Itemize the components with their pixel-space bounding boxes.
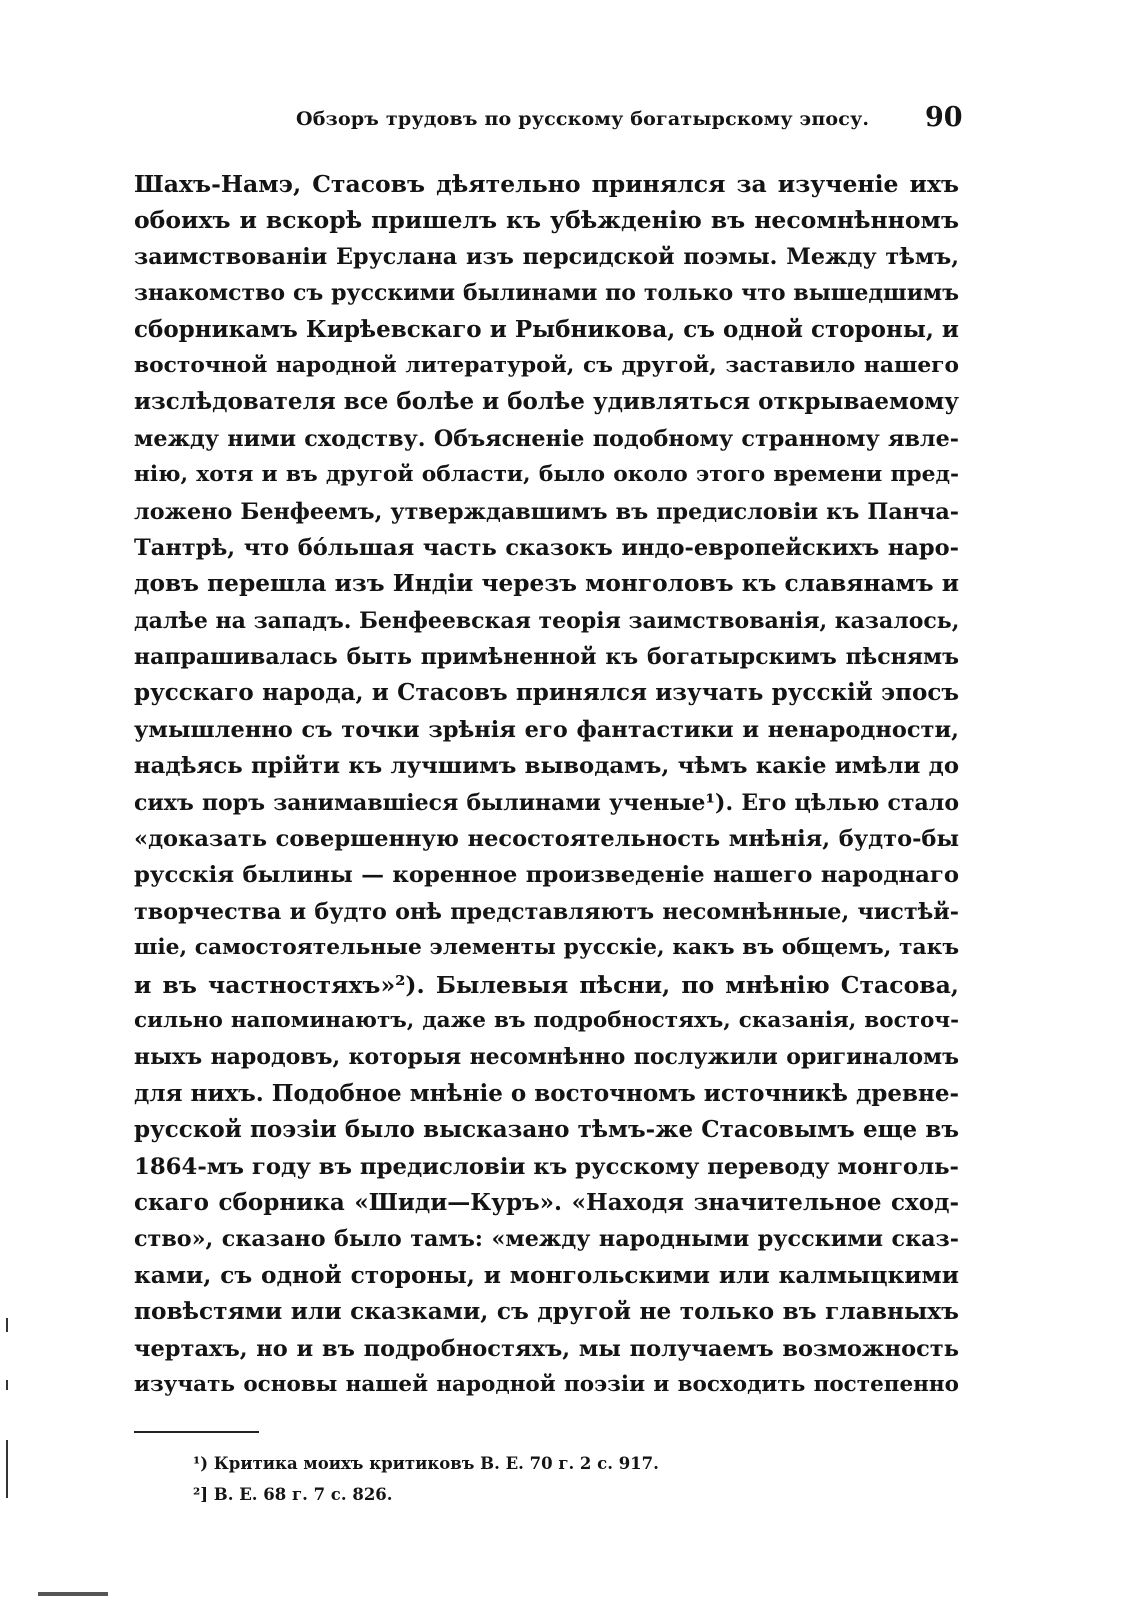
text-line: сильно напоминаютъ, даже въ подробностяхъ, сказанія, восточ- — [134, 1007, 959, 1033]
text-line: ныхъ народовъ, которыя несомнѣнно послужили оригиналомъ — [134, 1044, 959, 1071]
text-line: надѣясь прійти къ лучшимъ выводамъ, чѣмъ какіе имѣли до — [134, 753, 959, 780]
text-line: русскаго народа, и Стасовъ принялся изучать русскій эпосъ — [134, 679, 959, 707]
text-line: изслѣдователя все болѣе и болѣе удивляться открываемому — [134, 388, 959, 416]
body-text — [134, 166, 959, 1403]
running-title: Обзоръ трудовъ по русскому богатырскому эпосу. — [296, 108, 870, 130]
text-line: творчества и будто онѣ представляютъ несомнѣнные, чистѣй- — [134, 898, 959, 925]
text-line: Тантрѣ, что бóльшая часть сказокъ индо-европейскихъ наро- — [134, 534, 959, 561]
text-line: Шахъ-Намэ, Стасовъ дѣятельно принялся за изученіе ихъ — [134, 170, 959, 198]
text-line: ство», сказано было тамъ: «между народными русскими сказ- — [134, 1226, 959, 1253]
text-line: повѣстями или сказками, съ другой не только въ главныхъ — [134, 1298, 959, 1326]
footnote-divider — [134, 1431, 259, 1433]
text-line: ложено Бенфеемъ, утверждавшимъ въ предисловіи къ Панча- — [134, 498, 959, 525]
text-line: обоихъ и вскорѣ пришелъ къ убѣжденію въ несомнѣнномъ — [134, 206, 959, 235]
text-line: сихъ поръ занимавшіеся былинами ученые¹). Его цѣлью стало — [134, 789, 959, 816]
text-line: и въ частностяхъ»²). Былевыя пѣсни, по мнѣнію Стасова, — [134, 970, 959, 999]
text-line: заимствованіи Еруслана изъ персидской поэмы. Между тѣмъ, — [134, 243, 959, 270]
footnotes — [193, 1448, 659, 1510]
scan-mark — [6, 1318, 8, 1332]
text-line: скаго сборника «Шиди—Куръ». «Находя значительное сход- — [134, 1188, 959, 1216]
text-line: между ними сходству. Объясненіе подобному странному явле- — [134, 425, 959, 452]
text-line: напрашивалась быть примѣненной къ богатырскимъ пѣснямъ — [134, 644, 959, 671]
page-number: 90 — [925, 102, 963, 133]
text-line: умышленно съ точки зрѣнія его фантастики и ненародности, — [134, 716, 959, 743]
text-line: знакомство съ русскими былинами по только что вышедшимъ — [134, 280, 959, 307]
scan-mark — [38, 1592, 108, 1596]
text-line: восточной народной литературой, съ другой, заставило нашего — [134, 352, 959, 378]
text-line: нію, хотя и въ другой области, было около этого времени пред- — [134, 462, 959, 488]
footnote: ²] В. Е. 68 г. 7 с. 826. — [193, 1485, 393, 1504]
text-line: сборникамъ Кирѣевскаго и Рыбникова, съ одной стороны, и — [134, 315, 959, 343]
text-line: чертахъ, но и въ подробностяхъ, мы получаемъ возможность — [134, 1335, 959, 1362]
text-line: для нихъ. Подобное мнѣніе о восточномъ источникѣ древне- — [134, 1079, 959, 1107]
text-line: довъ перешла изъ Индіи черезъ монголовъ къ славянамъ и — [134, 570, 959, 598]
text-line: изучать основы нашей народной поэзіи и восходить постепенно — [134, 1371, 959, 1397]
text-line: далѣе на западъ. Бенфеевская теорія заимствованія, казалось, — [134, 607, 959, 634]
text-line: «доказать совершенную несостоятельность мнѣнія, будто-бы — [134, 826, 959, 853]
scan-mark — [6, 1440, 8, 1498]
scan-mark — [6, 1380, 8, 1390]
text-line: 1864-мъ году въ предисловіи къ русскому переводу монголь- — [134, 1153, 959, 1180]
text-line: русскія былины — коренное произведеніе нашего народнаго — [134, 862, 959, 889]
text-line: ками, съ одной стороны, и монгольскими или калмыцкими — [134, 1261, 959, 1289]
text-line: шіе, самостоятельные элементы русскіе, какъ въ общемъ, такъ — [134, 935, 959, 961]
text-line: русской поэзіи было высказано тѣмъ-же Стасовымъ еще въ — [134, 1116, 959, 1144]
footnote: ¹) Критика моихъ критиковъ В. Е. 70 г. 2 с. 917. — [193, 1454, 659, 1473]
